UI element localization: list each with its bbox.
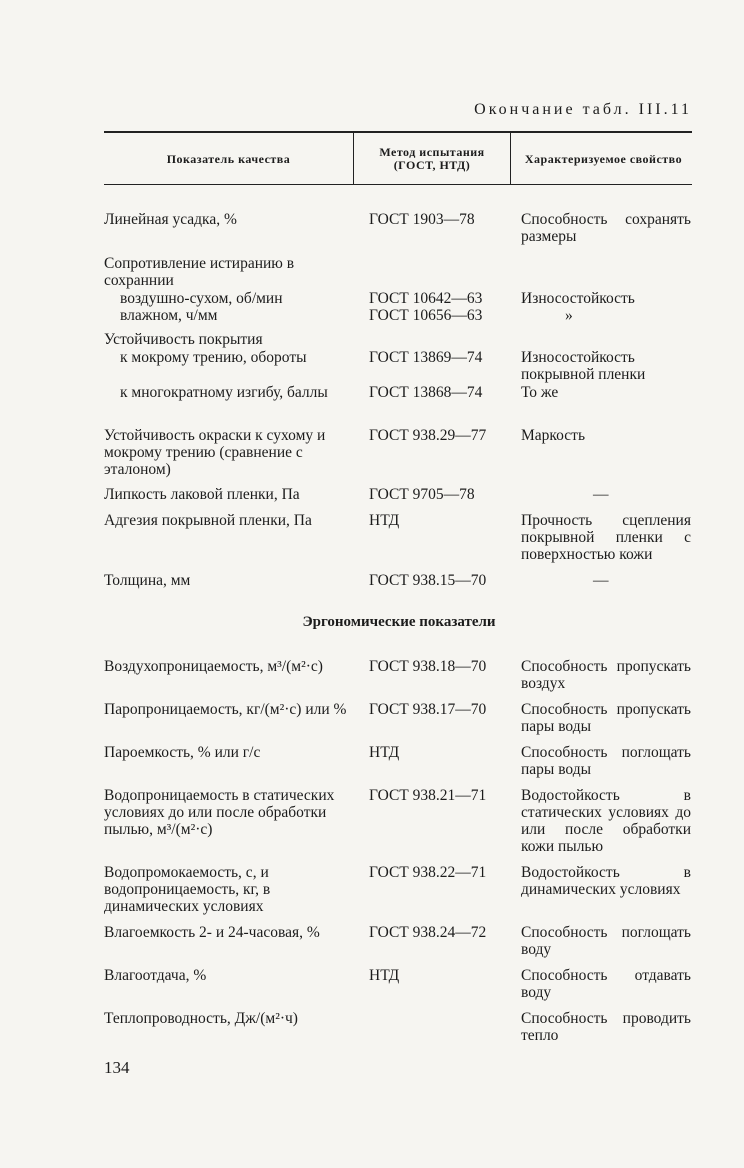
row-method: ГОСТ 938.29—77 xyxy=(369,427,487,444)
row-property: Способность пропускать воздух xyxy=(521,658,691,692)
row-method: ГОСТ 938.17—70 xyxy=(369,701,487,718)
column-divider xyxy=(353,131,354,185)
row-property: Способность сохранять размеры xyxy=(521,211,691,245)
row-property: Прочность сцепления покрывной пленки с поверхностью кожи xyxy=(521,512,691,563)
page-number: 134 xyxy=(104,1058,130,1077)
row-method: ГОСТ 938.24—72 xyxy=(369,924,487,941)
row-indicator: Паропроницаемость, кг/(м²·с) или % xyxy=(104,701,347,718)
row-method: ГОСТ 10656—63 xyxy=(369,307,483,324)
row-property: Водостойкость в статических условиях до или после обработки кожи пылью xyxy=(521,787,691,855)
table-top-rule xyxy=(104,131,692,133)
row-indicator: Влагоотдача, % xyxy=(104,967,207,984)
row-indicator: Влагоемкость 2- и 24-часовая, % xyxy=(104,924,320,941)
row-indicator: Пароемкость, % или г/с xyxy=(104,744,261,761)
row-property: — xyxy=(593,572,609,589)
row-method: ГОСТ 938.15—70 xyxy=(369,572,487,589)
row-method: НТД xyxy=(369,512,400,529)
row-method: ГОСТ 13869—74 xyxy=(369,349,483,366)
row-indicator: Адгезия покрывной пленки, Па xyxy=(104,512,312,529)
header-quality-indicator: Показатель качества xyxy=(166,151,291,166)
row-property: Водостойкость в динамических условиях xyxy=(521,864,691,898)
row-method: ГОСТ 9705—78 xyxy=(369,486,475,503)
row-indicator: Линейная усадка, % xyxy=(104,211,237,228)
row-property: То же xyxy=(521,384,559,401)
row-indicator: Устойчивость покрытия xyxy=(104,331,263,348)
row-property: Способность проводить тепло xyxy=(521,1010,691,1044)
row-indicator: Воздухопроницаемость, м³/(м²·с) xyxy=(104,658,323,675)
row-indicator: Устойчивость окраски к сухому и мокрому трению (сравнение с эталоном) xyxy=(104,427,326,478)
row-indicator: Толщина, мм xyxy=(104,572,191,589)
row-indicator: воздушно-сухом, об/мин xyxy=(120,290,283,307)
row-method: ГОСТ 10642—63 xyxy=(369,290,483,307)
row-property: Маркость xyxy=(521,427,586,444)
column-divider xyxy=(510,131,511,185)
row-indicator: Липкость лаковой пленки, Па xyxy=(104,486,300,503)
row-method: ГОСТ 1903—78 xyxy=(369,211,475,228)
row-indicator: Водопромокаемость, с, и водопроницаемость, кг, в динамических условиях xyxy=(104,864,271,915)
row-method: НТД xyxy=(369,967,400,984)
row-property: » xyxy=(565,307,573,324)
row-indicator: влажном, ч/мм xyxy=(120,307,218,324)
row-property: Способность пропускать пары воды xyxy=(521,701,691,735)
row-indicator: Сопротивление истиранию в сохраннии xyxy=(104,255,295,289)
row-method: НТД xyxy=(369,744,400,761)
header-test-method: Метод испытания (ГОСТ, НТД) xyxy=(379,145,485,172)
row-property: Износостойкость покрывной пленки xyxy=(521,349,646,383)
row-method: ГОСТ 938.21—71 xyxy=(369,787,487,804)
row-method: ГОСТ 938.22—71 xyxy=(369,864,487,881)
row-indicator: к мокрому трению, обороты xyxy=(120,349,307,366)
row-method: ГОСТ 13868—74 xyxy=(369,384,483,401)
row-indicator: Водопроницаемость в статических условиях до или после обработки пылью, м³/(м²·с) xyxy=(104,787,335,838)
table-caption: Окончание табл. III.11 xyxy=(474,101,692,118)
row-method: ГОСТ 938.18—70 xyxy=(369,658,487,675)
row-property: Способность поглощать пары воды xyxy=(521,744,691,778)
row-property: Способность поглощать воду xyxy=(521,924,691,958)
row-property: Способность отдавать воду xyxy=(521,967,691,1001)
table-header-rule xyxy=(104,184,692,185)
row-indicator: Теплопроводность, Дж/(м²·ч) xyxy=(104,1010,298,1027)
row-property: — xyxy=(593,486,609,503)
row-property: Износостойкость xyxy=(521,290,635,307)
header-characterized-property: Характеризуемое свойство xyxy=(524,151,683,166)
section-title: Эргономические показатели xyxy=(302,614,496,630)
row-indicator: к многократному изгибу, баллы xyxy=(120,384,328,401)
